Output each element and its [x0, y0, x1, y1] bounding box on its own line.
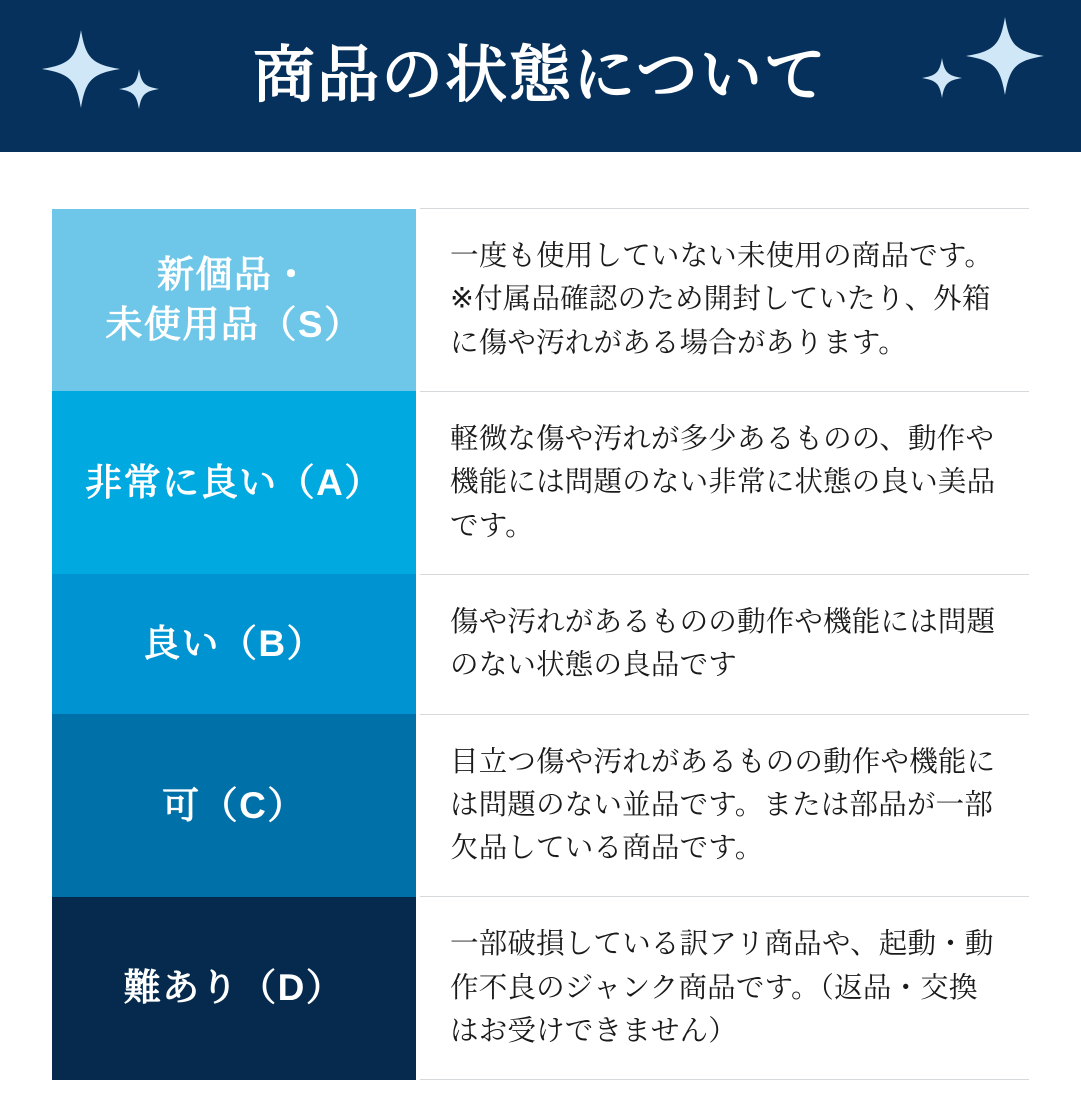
page-header: [0, 0, 1081, 152]
sparkle-small-left-icon: [119, 69, 159, 109]
description-cell-c: 目立つ傷や汚れがあるものの動作や機能には問題のない並品です。または部品が一部欠品している商品です。: [418, 714, 1029, 897]
table-row: [52, 714, 1029, 897]
grade-cell-b: [52, 574, 418, 714]
grade-label-line-1: 難あり（D）: [123, 967, 345, 1009]
grade-cell-d: [52, 897, 418, 1080]
grade-cell-a: [52, 391, 418, 574]
table-row: [52, 574, 1029, 714]
description-cell-s: 一度も使用していない未使用の商品です。※付属品確認のため開封していたり、外箱に傷や汚れがある場合があります。: [418, 209, 1029, 392]
table-row: [52, 209, 1029, 392]
grade-cell-s: [52, 209, 418, 392]
table-row: [52, 391, 1029, 574]
grade-label-line-1: 非常に良い（A）: [85, 461, 383, 503]
description-cell-a: 軽微な傷や汚れが多少あるものの、動作や機能には問題のない非常に状態の良い美品です。: [418, 391, 1029, 574]
sparkle-large-right-icon: [966, 17, 1044, 95]
grade-cell-c: [52, 714, 418, 897]
grade-label-line-1: 良い（B）: [142, 623, 326, 665]
description-cell-d: 一部破損している訳アリ商品や、起動・動作不良のジャンク商品です。（返品・交換はお受けできません）: [418, 897, 1029, 1080]
condition-table: [52, 208, 1029, 1080]
page-title: 商品の状態について: [253, 41, 828, 110]
grade-label-line-2: 未使用品（S）: [105, 303, 363, 345]
description-cell-b: 傷や汚れがあるものの動作や機能には問題のない状態の良品です: [418, 574, 1029, 714]
grade-label-line-1: 新個品・: [157, 254, 311, 296]
grade-label-line-1: 可（C）: [162, 784, 306, 826]
condition-table-container: [0, 152, 1081, 1108]
table-row: [52, 897, 1029, 1080]
sparkle-small-right-icon: [922, 58, 962, 98]
sparkle-large-left-icon: [42, 30, 120, 108]
